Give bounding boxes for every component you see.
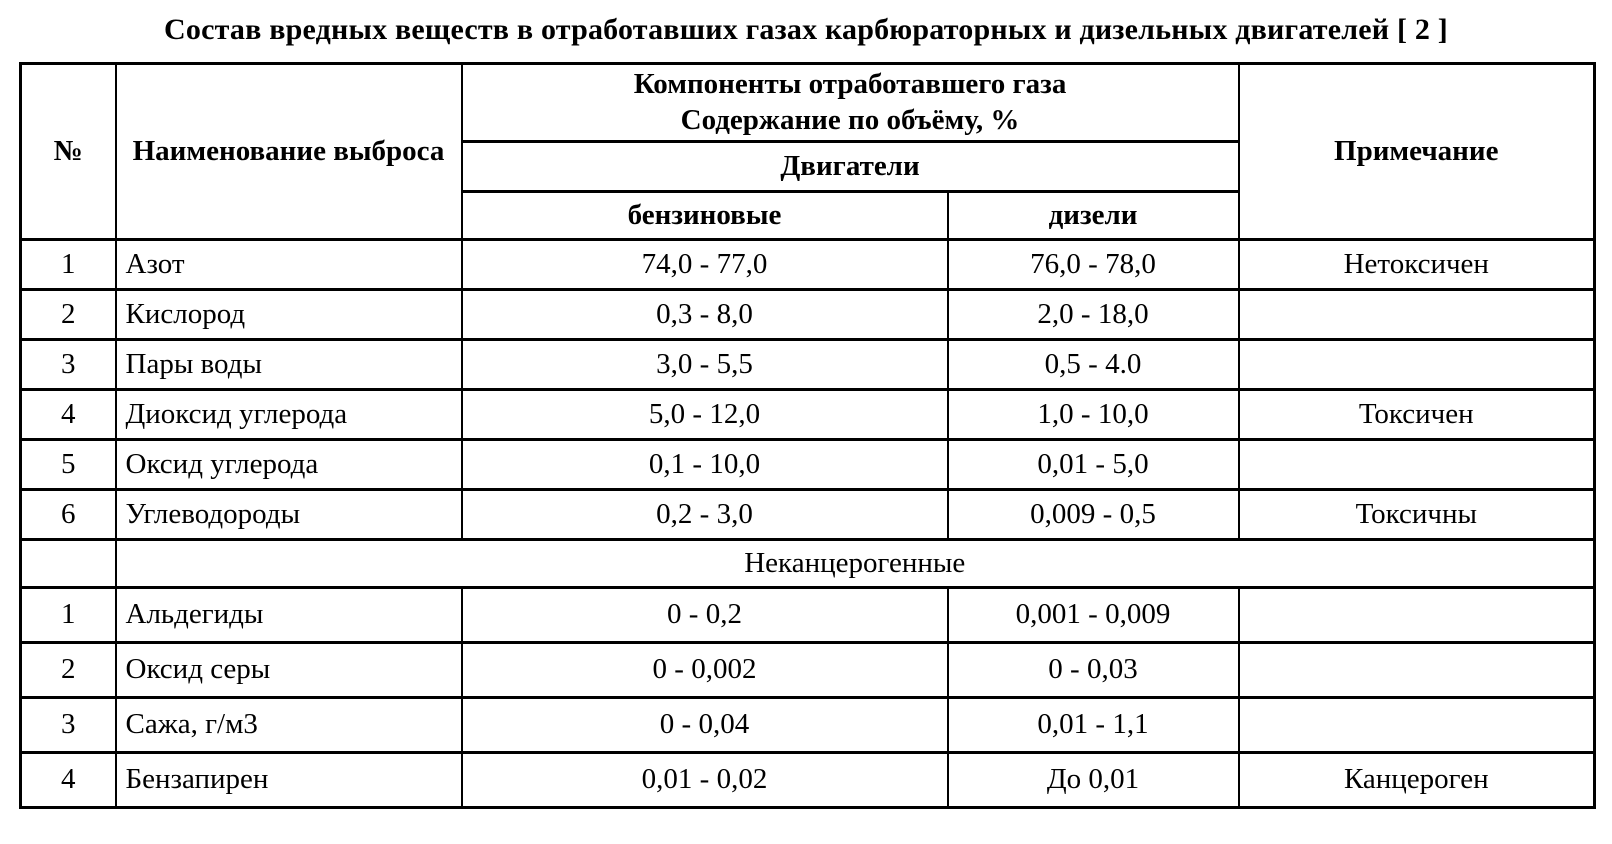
- gasoline-value-cell: 74,0 - 77,0: [462, 240, 948, 290]
- row-number-cell: 4: [21, 753, 116, 808]
- emission-name-cell: Диоксид углерода: [116, 390, 462, 440]
- emissions-table: [19, 62, 1596, 809]
- header-engines: Двигатели: [462, 142, 1239, 192]
- gasoline-value-cell: 0,3 - 8,0: [462, 290, 948, 340]
- row-number-cell: 2: [21, 643, 116, 698]
- diesel-value-cell: 0,5 - 4.0: [948, 340, 1239, 390]
- table-row: [21, 340, 1595, 390]
- diesel-value-cell: 0,009 - 0,5: [948, 490, 1239, 540]
- table-row: [21, 753, 1595, 808]
- diesel-value-cell: 2,0 - 18,0: [948, 290, 1239, 340]
- header-number: №: [21, 64, 116, 240]
- header-diesel: дизели: [948, 192, 1239, 240]
- gasoline-value-cell: 0 - 0,2: [462, 588, 948, 643]
- gasoline-value-cell: 0,1 - 10,0: [462, 440, 948, 490]
- gasoline-value-cell: 3,0 - 5,5: [462, 340, 948, 390]
- diesel-value-cell: 0,001 - 0,009: [948, 588, 1239, 643]
- emission-name-cell: Оксид серы: [116, 643, 462, 698]
- table-row: [21, 698, 1595, 753]
- header-components-line1: Компоненты отработавшего газа: [633, 68, 1067, 101]
- gasoline-value-cell: 5,0 - 12,0: [462, 390, 948, 440]
- emission-name-cell: Альдегиды: [116, 588, 462, 643]
- note-cell: [1239, 698, 1595, 753]
- table-row: [21, 643, 1595, 698]
- emission-name-cell: Углеводороды: [116, 490, 462, 540]
- emission-name-cell: Сажа, г/м3: [116, 698, 462, 753]
- diesel-value-cell: 0,01 - 5,0: [948, 440, 1239, 490]
- row-number-cell: 6: [21, 490, 116, 540]
- table-row: [21, 240, 1595, 290]
- page-title: Состав вредных веществ в отработавших газах карбюраторных и дизельных двигателей [ 2 ]: [164, 13, 1448, 46]
- table-row: [21, 588, 1595, 643]
- header-gasoline: бензиновые: [462, 192, 948, 240]
- emission-name-cell: Кислород: [116, 290, 462, 340]
- gasoline-value-cell: 0,01 - 0,02: [462, 753, 948, 808]
- diesel-value-cell: 0 - 0,03: [948, 643, 1239, 698]
- emission-name-cell: Азот: [116, 240, 462, 290]
- table-row: [21, 390, 1595, 440]
- note-cell: [1239, 290, 1595, 340]
- diesel-value-cell: 1,0 - 10,0: [948, 390, 1239, 440]
- gasoline-value-cell: 0,2 - 3,0: [462, 490, 948, 540]
- emission-name-cell: Оксид углерода: [116, 440, 462, 490]
- row-number-cell: 3: [21, 698, 116, 753]
- table-row: [21, 440, 1595, 490]
- note-cell: [1239, 588, 1595, 643]
- section-label: Неканцерогенные: [116, 540, 1595, 588]
- table-row: [21, 490, 1595, 540]
- note-cell: Токсичен: [1239, 390, 1595, 440]
- diesel-value-cell: 76,0 - 78,0: [948, 240, 1239, 290]
- gasoline-value-cell: 0 - 0,002: [462, 643, 948, 698]
- header-components: [462, 64, 1239, 142]
- row-number-cell: 1: [21, 588, 116, 643]
- row-number-cell: 5: [21, 440, 116, 490]
- row-number-cell: 3: [21, 340, 116, 390]
- row-number-cell: 1: [21, 240, 116, 290]
- emission-name-cell: Бензапирен: [116, 753, 462, 808]
- emission-name-cell: Пары воды: [116, 340, 462, 390]
- diesel-value-cell: До 0,01: [948, 753, 1239, 808]
- diesel-value-cell: 0,01 - 1,1: [948, 698, 1239, 753]
- row-number-cell: 4: [21, 390, 116, 440]
- note-cell: Токсичны: [1239, 490, 1595, 540]
- section-divider-row: [21, 540, 1595, 588]
- table-row: [21, 290, 1595, 340]
- note-cell: [1239, 440, 1595, 490]
- gasoline-value-cell: 0 - 0,04: [462, 698, 948, 753]
- header-emission-name: Наименование выброса: [116, 64, 462, 240]
- header-components-line2: Содержание по объёму, %: [680, 103, 1020, 136]
- note-cell: [1239, 340, 1595, 390]
- row-number-cell-empty: [21, 540, 116, 588]
- note-cell: Канцероген: [1239, 753, 1595, 808]
- row-number-cell: 2: [21, 290, 116, 340]
- note-cell: [1239, 643, 1595, 698]
- header-note: Примечание: [1239, 64, 1595, 240]
- note-cell: Нетоксичен: [1239, 240, 1595, 290]
